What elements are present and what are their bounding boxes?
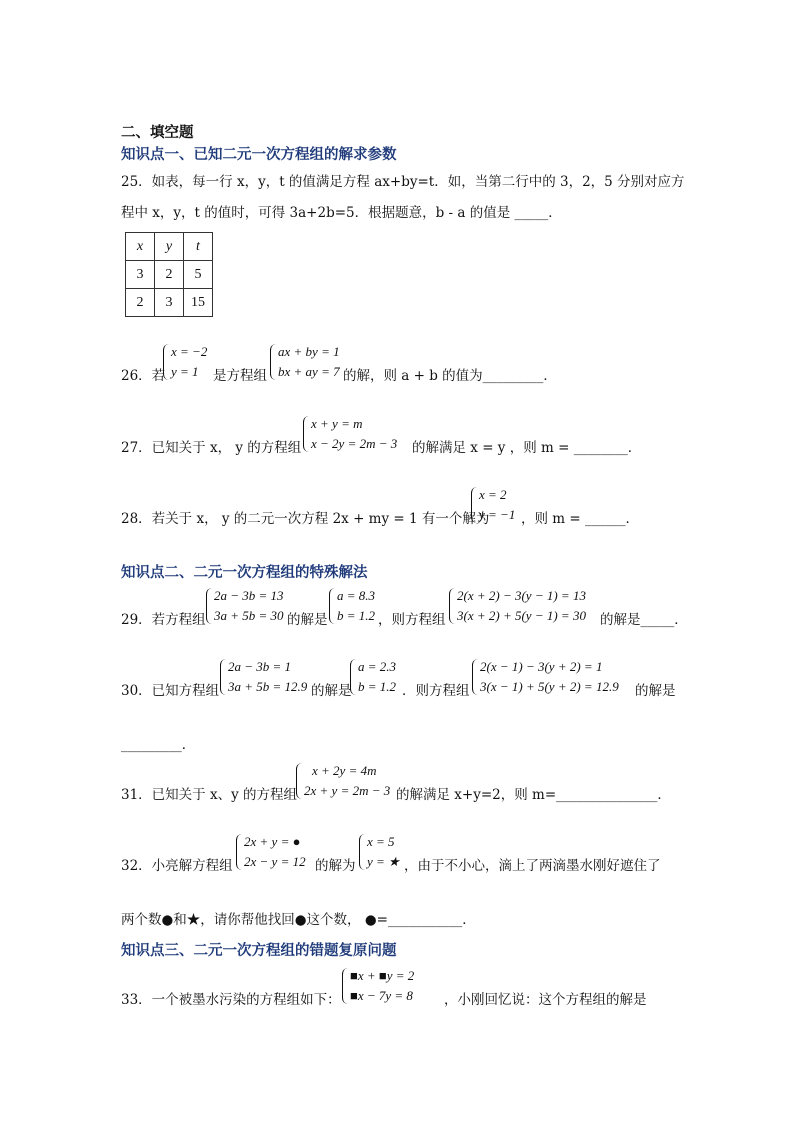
equation: x + 2y = 4m (312, 763, 377, 778)
equation: b = 1.2 (358, 679, 397, 694)
q30-solution (350, 657, 396, 697)
q31-system (296, 761, 390, 801)
q30-system-2 (472, 657, 619, 697)
q29-suffix: 的解是_____． (600, 612, 688, 628)
equation: x = 5 (367, 834, 395, 849)
equation: a = 2.3 (358, 659, 397, 674)
q29-prefix: 29．若方程组 (121, 612, 206, 628)
q30-prefix: 30．已知方程组 (121, 683, 220, 699)
q32-prefix: 32．小亮解方程组 (121, 858, 233, 874)
table-cell: 3 (126, 261, 155, 289)
equation: bx + ay = 7 (278, 364, 340, 379)
q28-suffix: ，则 m = ______． (521, 511, 639, 527)
q32-line2: 两个数●和★，请你帮他找回●这个数， ●=___________． (121, 912, 476, 928)
knowledge-point-1-title: 知识点一、已知二元一次方程组的解求参数 (121, 147, 397, 163)
equation: x = −2 (171, 344, 208, 359)
equation: x − 2y = 2m − 3 (311, 436, 398, 451)
table-header-cell: y (155, 233, 184, 261)
table-cell: 2 (155, 261, 184, 289)
equation: 3(x + 2) + 5(y − 1) = 30 (457, 608, 586, 623)
table-header-cell: x (126, 233, 155, 261)
equation: 2x + y = ● (244, 834, 301, 849)
q32-mid: 的解为 (315, 858, 356, 874)
knowledge-point-3-title: 知识点三、二元一次方程组的错题复原问题 (121, 943, 397, 959)
equation: 2a − 3b = 1 (228, 659, 292, 674)
q29-mid1: 的解是 (287, 612, 328, 628)
q33-system (342, 966, 414, 1006)
q28-prefix: 28．若关于 x， y 的二元一次方程 2x + my = 1 有一个解为 (121, 511, 490, 527)
q26-mid: 是方程组 (213, 368, 267, 384)
equation: ■x + ■y = 2 (350, 968, 415, 983)
equation: 3(x − 1) + 5(y + 2) = 12.9 (480, 679, 619, 694)
q29-system-2 (449, 586, 586, 626)
q29-solution (329, 586, 375, 626)
q33-suffix: ，小刚回忆说：这个方程组的解是 (444, 992, 647, 1008)
q25-line1: 25．如表，每一行 x，y，t 的值满足方程 ax+by=t．如，当第二行中的 3，2，5 分别对应方 (121, 174, 685, 190)
table-cell: 3 (155, 289, 184, 317)
q25-line2: 程中 x，y，t 的值时，可得 3a+2b=5．根据题意，b - a 的值是 _____． (121, 205, 562, 221)
equation: y = 1 (171, 364, 199, 379)
q31-prefix: 31．已知关于 x、y 的方程组 (121, 787, 298, 803)
q26-solution (163, 342, 207, 382)
equation: b = 1.2 (337, 608, 376, 623)
q25-value-table (125, 232, 213, 317)
q32-suffix: ，由于不小心，滴上了两滴墨水刚好遮住了 (404, 858, 661, 874)
equation: x = 2 (479, 487, 507, 502)
q31-suffix: 的解满足 x+y=2，则 m=_______________． (396, 787, 671, 803)
q30-mid1: 的解是 (311, 683, 352, 699)
q32-system (236, 832, 306, 872)
equation: ax + by = 1 (278, 344, 340, 359)
knowledge-point-2-title: 知识点二、二元一次方程组的特殊解法 (121, 565, 368, 581)
q27-prefix: 27．已知关于 x， y 的方程组 (121, 440, 302, 456)
q30-mid2: ．则方程组 (402, 683, 470, 699)
q26-suffix: 的解，则 a + b 的值为_________． (343, 368, 557, 384)
table-header-cell: t (184, 233, 213, 261)
equation: 2(x + 2) − 3(y − 1) = 13 (457, 588, 586, 603)
equation: 3a + 5b = 12.9 (228, 679, 308, 694)
equation: 3a + 5b = 30 (214, 608, 284, 623)
q29-mid2: ，则方程组 (378, 612, 446, 628)
section-title: 二、填空题 (121, 125, 194, 141)
q26-prefix: 26．若 (121, 368, 166, 384)
equation: x + y = m (311, 416, 363, 431)
table-cell: 5 (184, 261, 213, 289)
q27-system (303, 414, 397, 454)
equation: 2a − 3b = 13 (214, 588, 284, 603)
equation: 2(x − 1) − 3(y + 2) = 1 (480, 659, 603, 674)
q30-system-1 (220, 657, 307, 697)
equation: y = ★ (367, 854, 400, 869)
equation: 2x − y = 12 (244, 854, 306, 869)
q28-solution (471, 485, 515, 525)
equation: 2x + y = 2m − 3 (304, 783, 391, 798)
equation: a = 8.3 (337, 588, 376, 603)
q27-suffix: 的解满足 x = y ，则 m = ________． (412, 440, 642, 456)
q29-system-1 (206, 586, 284, 626)
q33-prefix: 33．一个被墨水污染的方程组如下： (121, 992, 341, 1008)
q30-answer-blank: _________． (121, 737, 196, 753)
table-cell: 15 (184, 289, 213, 317)
equation: ■x − 7y = 8 (350, 988, 413, 1003)
q30-suffix: 的解是 (635, 683, 676, 699)
q26-system (270, 342, 340, 382)
equation: y = −1 (479, 507, 516, 522)
q32-solution (359, 832, 400, 872)
table-cell: 2 (126, 289, 155, 317)
